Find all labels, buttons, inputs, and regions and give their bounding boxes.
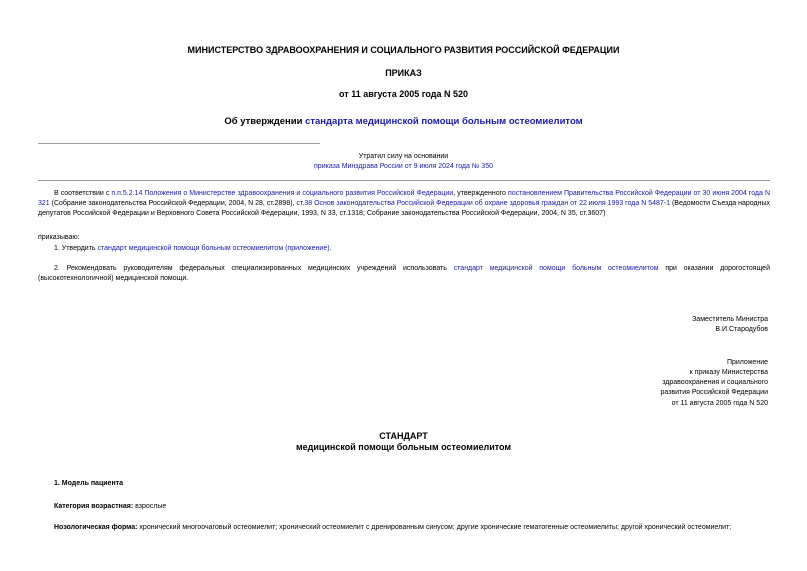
appendix-line: Приложение — [726, 359, 768, 366]
standard-link-2[interactable]: стандарт медицинской помощи больным остеомиелитом — [453, 265, 659, 272]
order-word: приказываю: — [38, 234, 80, 241]
order-item-2-text: 2. Рекомендовать руководителям федеральных специализированных медицинских учреждений использовать — [54, 265, 454, 272]
health-law-link[interactable]: ст.38 Основ законодательства Российской Федерации об охране здоровья граждан от 22 июля 1993 года N 5487-1 — [296, 200, 671, 208]
preamble-text-4: (Ведомости Съезда народных депутатов Российской Федерации и Верховного Совета Российской Федерации, 1993, N 33, ст.1318; Собрание законодательства Российской Федерации, 2004, N 35, ст.3607) — [38, 200, 770, 218]
standard-subtitle: медицинской помощи больным остеомиелитом — [295, 442, 512, 452]
appendix-line: от 11 августа 2005 года N 520 — [671, 399, 768, 407]
order-item-1-end: . — [329, 245, 332, 252]
signature-block — [692, 315, 768, 335]
lost-force-text: Утратил силу на основании — [358, 153, 449, 160]
age-category-value: взрослые — [133, 503, 167, 510]
doc-type-heading: ПРИКАЗ — [385, 68, 422, 78]
appendix-line: к приказу Министерства — [689, 369, 768, 377]
appendix-line: здравоохранения и социального — [662, 379, 768, 387]
standard-link-1[interactable]: стандарт медицинской помощи больным остеомиелитом (приложение) — [97, 245, 330, 252]
doc-date-number: от 11 августа 2005 года N 520 — [339, 89, 468, 99]
appendix-block — [660, 358, 768, 409]
standard-title: СТАНДАРТ — [379, 431, 428, 441]
preamble-paragraph — [38, 189, 770, 219]
age-category-label: Категория возрастная: — [54, 503, 134, 510]
lost-force-note — [0, 152, 807, 172]
preamble-text-1: В соответствии с — [54, 190, 112, 197]
preamble-text-3: (Собрание законодательства Российской Федерации, 2004, N 28, ст.2898), — [49, 200, 297, 208]
age-category — [54, 502, 770, 512]
government-decree-link[interactable]: постановлением Правительства Российской Федерации от 30 июня 2004 года N 321 — [38, 190, 771, 208]
doc-title-link[interactable]: стандарта медицинской помощи больным остеомиелитом — [305, 116, 583, 127]
nosological-form — [54, 523, 770, 533]
separator-short — [38, 143, 320, 144]
regulation-link[interactable]: п.п.5.2.14 Положения о Министерстве здравоохранения и социального развития Российской Федерации — [111, 190, 454, 197]
nosological-form-label: Нозологическая форма: — [54, 524, 138, 531]
preamble-text-2: , утвержденного — [453, 190, 508, 197]
order-item-2-end: при оказании дорогостоящей (высокотехнологичной) медицинской помощи. — [38, 265, 770, 283]
nosological-form-value: хронический многоочаговый остеомиелит; хронический остеомиелит с дренированным синусом; другие хронические гематогенные остеомиелиты; другой хронический остеомиелит; — [137, 524, 732, 531]
lost-force-link[interactable]: приказа Минздрава России от 9 июля 2024 года № 350 — [314, 163, 493, 171]
order-item-2 — [38, 264, 770, 284]
signature-position: Заместитель Министра — [692, 316, 768, 323]
ministry-heading: МИНИСТЕРСТВО ЗДРАВООХРАНЕНИЯ И СОЦИАЛЬНОГО РАЗВИТИЯ РОССИЙСКОЙ ФЕДЕРАЦИИ — [187, 45, 620, 55]
order-item-1-text: 1. Утвердить — [54, 245, 98, 252]
separator-long — [38, 180, 770, 181]
appendix-line: развития Российской Федерации — [660, 389, 768, 397]
section-patient-model: 1. Модель пациента — [54, 480, 123, 487]
order-item-1 — [38, 244, 770, 254]
signature-name: В.И.Стародубов — [715, 326, 768, 334]
doc-title — [0, 115, 807, 129]
doc-title-prefix: Об утверждении — [224, 116, 306, 127]
